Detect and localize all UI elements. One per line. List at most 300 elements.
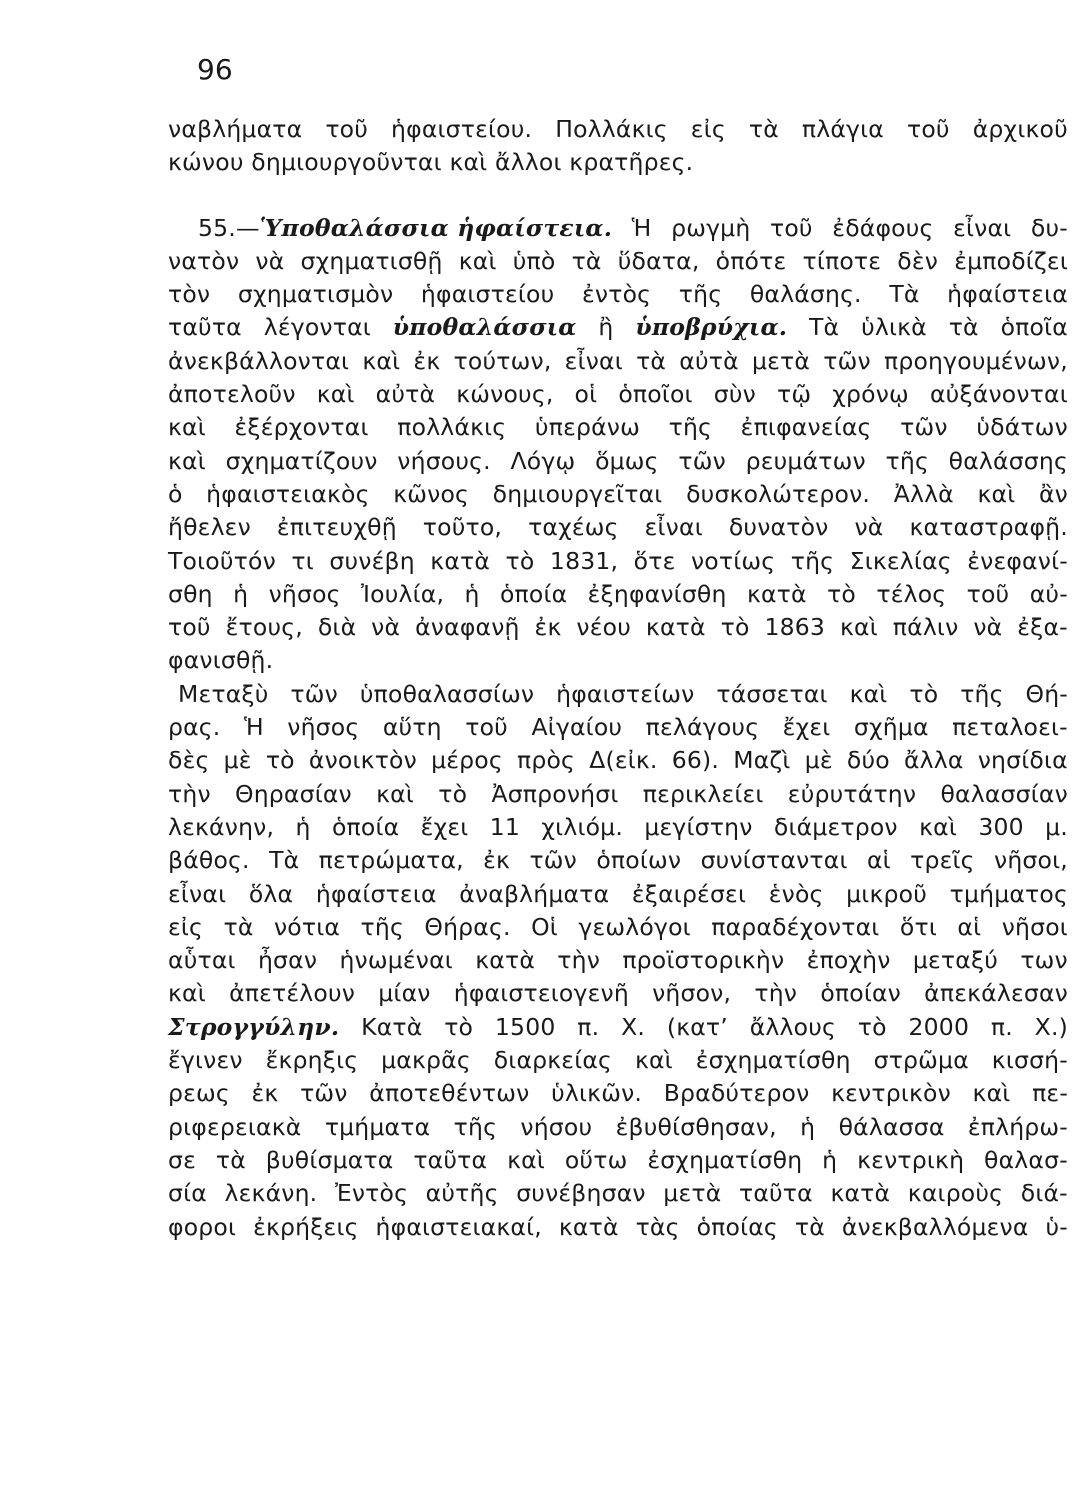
word: αὐ- [1029,579,1068,608]
word: (κατ’ [666,1012,728,1041]
word: 66). [671,746,720,775]
word: ὁ [168,479,183,508]
word: ἡνωμέναι [339,946,453,975]
word: εὐρυτάτην [787,779,917,808]
text-line [168,844,1068,877]
word: ἐκ [413,346,441,375]
word: ρας. [168,713,221,742]
word: νῆσον, [652,979,732,1008]
word: ἔτους, [225,613,303,642]
word: ἡφαιστειακαί, [375,1212,542,1241]
text-line [168,1211,1068,1244]
word: τὸ [265,746,295,775]
word: Τὰ [269,846,300,875]
text-line [168,611,1068,644]
word: ἀνεκβαλλόμενα [841,1212,1029,1241]
word: ταῦτα [168,313,242,342]
word: τῶν [900,413,948,442]
word: ἡφαιστείου [420,280,555,309]
word: ἐσχηματίσθη [647,1145,803,1174]
word: ἀνοικτὸν [308,746,417,775]
word: τὸν [168,280,211,309]
word: δὲς [168,746,210,775]
word: θαλάσης. [749,280,862,309]
text-line [168,878,1068,911]
word: πλάγια [801,115,884,143]
word: Δ(εἰκ. [589,746,658,775]
word: Χ.) [1034,1012,1068,1041]
word: 300 [978,812,1024,841]
word: Ἀσπρονήσι [491,779,619,808]
text-line [168,245,1068,278]
word: Θήρας. [424,912,511,941]
word: μίαν [378,979,431,1008]
word: τοῦ [770,213,813,242]
word: ὁποία [499,579,568,608]
word: ἐκρήξεις [253,1212,359,1241]
word: ἔκρηξις [265,1046,359,1075]
word: μὲ [804,746,833,775]
word: κώνους, [456,380,554,409]
word: ἐξα- [1017,613,1068,642]
word: ἔχει [782,713,831,742]
word: τοῦτο, [422,513,503,542]
word: ὅτι [899,912,937,941]
word: νὰ [371,613,401,642]
word: ἐκ [483,846,511,875]
word: αἱ [957,912,982,941]
word: ἐνεφανί- [967,546,1068,575]
word: ἀνεκβάλλονται [168,346,350,375]
section-heading [198,212,612,245]
word: Ἡ [243,713,264,742]
word: Τοιοῦτόν [168,546,276,575]
word: καὶ [634,1046,673,1075]
text-line [168,511,1068,544]
word: αὐτὰ [375,380,436,409]
word: τὸ [720,613,750,642]
word: ἐξηφανίσθη [587,579,727,608]
word: νοτίως [690,546,776,575]
word: τὸ [857,1012,887,1041]
word: ὅμως [595,446,659,475]
word: τέλος [876,579,947,608]
word: Λόγῳ [510,446,576,475]
word: ρωγμὴ [671,213,751,242]
text-line [168,778,1068,811]
word: λεκάνη. [224,1179,318,1208]
word: νῆσος [268,579,341,608]
word: τῶν [290,679,338,708]
word: μεταξύ [912,946,999,975]
word: ἡφαιστειογενῆ [453,979,629,1008]
word: κισσή- [991,1046,1068,1075]
body-text [168,113,1068,1244]
word: ριφερειακὰ [168,1112,302,1141]
word: εἶναι [564,346,623,375]
word: τῶν [823,346,871,375]
word: δὲν [897,246,939,275]
word: δύο [846,746,890,775]
word: ἐντὸς [582,280,652,309]
word: σὺν [713,380,756,409]
word: ναβλήματα [168,115,303,143]
word: Ἡ [631,213,652,242]
word: νήσους. [397,446,491,475]
word: διάμετρον [773,812,898,841]
word: αὐτὰ [679,346,739,375]
word: Σικελίας [849,546,952,575]
word: σία [168,1179,207,1208]
word: π. [577,1012,600,1041]
word: συνέβη [329,546,415,575]
word: πρὸς [517,746,576,775]
word: ἔχει [420,812,469,841]
text-line [168,1144,1068,1177]
word: εἶναι [168,879,227,908]
word: ἀποτελοῦν [168,380,296,409]
text-line [168,744,1068,777]
word: πεταλοει- [952,713,1068,742]
text-line [168,411,1068,444]
word: διαρκείας [493,1046,613,1075]
word: τοῦ [966,579,1010,608]
word: Ἀλλὰ [893,479,954,508]
word: αὐξάνονται [929,380,1068,409]
word: καὶ [839,613,878,642]
word: 11 [489,812,521,841]
word: ρεως [168,1079,230,1108]
word: Τὰ [808,313,840,342]
word: τὸ [438,779,468,808]
word: σχηματίζουν [225,446,378,475]
word: καὶ [977,479,1016,508]
word: Θηρασίαν [235,779,352,808]
word: Κατὰ [361,1012,423,1041]
word: μετὰ [752,346,811,375]
text-line [168,711,1068,744]
section-title: Ὑποθαλάσσια ἡφαίστεια. [259,213,613,242]
word: ἡ [295,812,311,841]
word: Οἱ [531,912,558,941]
word: συνίστανται [700,846,848,875]
word: ὁποῖα [1000,313,1068,342]
word: καταστραφῇ. [909,513,1068,542]
word: Μεταξὺ [178,679,269,708]
word: σχηματισμὸν [237,280,394,309]
word: μ. [1045,812,1068,841]
word: ἡ [822,1145,838,1174]
word: π. [990,1012,1013,1041]
page-number: 96 [197,53,233,86]
word: δυνατὸν [728,513,829,542]
word: τοῦ [465,713,508,742]
text-line [168,278,1068,311]
word: πελάγους [645,713,760,742]
word: τὸ [827,579,856,608]
word: Θή- [1025,679,1068,708]
word: καὶ [168,979,206,1008]
text-line [168,644,1068,677]
word: νῆσοι [1001,912,1068,941]
word: αἱ [866,846,891,875]
word: πάλιν [892,613,959,642]
word: ἡφαίστεια [947,280,1068,309]
word: ἄλλα [903,746,964,775]
text-line [168,1111,1068,1144]
word: χρόνῳ [832,380,909,409]
word: 2000 [908,1012,970,1041]
word: ὑδάτων [976,413,1068,442]
text-line [168,311,1068,344]
word: τοῦ [168,613,211,642]
word: τὰ [571,246,602,275]
word: εἰς [168,912,204,941]
word: 1863 [764,613,826,642]
word: ἐδάφους [832,213,934,242]
word: των [1020,946,1068,975]
word: ἐπιτευχθῇ [276,513,397,542]
word: τὰ [223,912,254,941]
word: μακρᾶς [381,1046,471,1075]
word: περικλείει [642,779,764,808]
word: θάλασσα [838,1112,945,1141]
word: αὐτῆς [425,1179,499,1208]
word: τῆς [678,280,723,309]
word: χιλιόμ. [541,812,623,841]
word: νησίδια [977,746,1068,775]
word: ὑ- [1045,1212,1068,1241]
word: προηγουμένων, [884,346,1068,375]
word: καὶ [376,779,415,808]
emphasized-term: ὑποβρύχια. [635,313,788,342]
word: συνέβησαν [516,1179,646,1208]
word: καὶ [458,246,497,275]
word: 1831, [549,546,619,575]
word: νὰ [255,246,285,275]
word: ὁποίαν [820,979,901,1008]
word: τῆς [360,912,404,941]
word: τὸ [505,546,535,575]
word: Πολλάκις [555,115,668,143]
word: διά- [1020,1179,1068,1208]
word: τῷ [776,380,812,409]
word: ὅλα [248,879,294,908]
word: ἢ [598,313,614,342]
text-line [168,1011,1068,1044]
text-line [168,545,1068,578]
word: ἀναφανῇ [415,613,520,642]
word: οὕτω [564,1145,628,1174]
word: ὕδατα, [617,246,700,275]
text-line [168,1077,1068,1110]
word: κατὰ [830,1179,891,1208]
word: ἡ [800,1112,816,1141]
word: κατὰ [645,613,706,642]
word: Ἰουλία, [361,579,445,608]
word: Αἰγαίου [531,713,623,742]
word: τῆς [885,446,929,475]
word: τὰ [794,1212,825,1241]
word: ἤθελεν [168,513,251,542]
text-line [168,977,1068,1010]
word: Ἐντὸς [334,1179,409,1208]
word: τίποτε [802,246,882,275]
section-number: 55.— [198,213,260,242]
word: ἐξέρχονται [234,413,369,442]
word: θαλασσίαν [940,779,1068,808]
word: μὲ [223,746,252,775]
word: τμήματα [324,1112,431,1141]
word: θαλάσσης [948,446,1068,475]
word: νατὸν [168,246,240,275]
word: τοῦ [325,115,369,143]
text-line [168,578,1068,611]
word: ὁποίων [596,846,682,875]
word: ἐξαιρέσει [631,879,747,908]
word: 1500 [494,1012,556,1041]
word: ὑποθαλασσίων [359,679,535,708]
word: τῆς [960,679,1004,708]
word: οἱ [574,380,598,409]
word: μετὰ [663,1179,722,1208]
word: τὰ [948,313,979,342]
word: ἡφαίστεια [315,879,437,908]
emphasized-term: Στρογγύλην. [168,1012,340,1041]
word: ὑλικὰ [861,313,927,342]
word: ἔγινεν [168,1046,243,1075]
word: τὰ [748,115,779,143]
paragraph-gap [168,180,1068,212]
word: εἶναι [953,213,1012,242]
word: πε- [1032,1079,1068,1108]
word: στρῶμα [873,1046,969,1075]
word: ἐπλήρω- [967,1112,1068,1141]
word: κατὰ [746,579,807,608]
word: καὶ [316,380,355,409]
word: δυ- [1030,213,1068,242]
word: κῶνος [393,479,470,508]
word: πολλάκις [397,413,507,442]
word: τῆς [453,1112,498,1141]
word: ἐσχηματίσθη [695,1046,851,1075]
text-line [168,678,1068,711]
text-line [168,1044,1068,1077]
word: τῶν [678,446,726,475]
word: ὁποία [331,812,400,841]
word: μικροῦ [846,879,927,908]
text-line [168,911,1068,944]
word: νὰ [973,613,1003,642]
text-line [168,811,1068,844]
word: τρεῖς [910,846,975,875]
word: ἐπιφανείας [740,413,872,442]
word: ἐκ [251,1079,279,1108]
text-line [168,345,1068,378]
word: σχῆμα [853,713,929,742]
text-line [168,1177,1068,1210]
word: καιροὺς [907,1179,1004,1208]
word: δυσκολώτερον. [686,479,871,508]
word: τούτων, [453,346,552,375]
word: βυθίσματα [265,1145,394,1174]
word: νὰ [854,513,884,542]
word: ἀναβλήματα [459,879,610,908]
word: Χ. [621,1012,646,1041]
word: τὰ [215,1145,246,1174]
word: καὶ [168,446,206,475]
word: τὸ [444,1012,474,1041]
text-line [168,113,1068,146]
word: καὶ [168,413,206,442]
word: σθη [168,579,213,608]
text-line [168,478,1068,511]
word: καὶ [972,1079,1011,1108]
word: γεωλόγοι [578,912,691,941]
text-line [168,445,1068,478]
word: ἄλλους [749,1012,837,1041]
word: τῆς [790,546,835,575]
emphasized-term: ὑποθαλάσσια [392,313,577,342]
word: τὰ [636,346,667,375]
word: νέου [576,613,632,642]
word: τὴν [754,979,798,1008]
word: ἀποτεθέντων [369,1079,530,1108]
word: κατὰ [430,546,491,575]
word: εἰς [690,115,726,143]
text-line [168,212,1068,245]
word: ἀπεκάλεσαν [924,979,1068,1008]
word: ὅτε [633,546,676,575]
word: ἑνὸς [768,879,824,908]
word: δημιουργεῖται [492,479,663,508]
line-text: φανισθῇ. [168,646,274,675]
word: αὕτη [382,713,442,742]
word: ἡ [464,579,480,608]
word: ἡφαιστείων [556,679,695,708]
word: τι [291,546,314,575]
word: ἐκ [534,613,562,642]
word: ὁπότε [715,246,787,275]
word: Μαζὶ [733,746,791,775]
word: ταῦτα [413,1145,488,1174]
word: προϊστορικὴν [622,946,785,975]
word: νήσου [520,1112,593,1141]
word: ρευμάτων [745,446,866,475]
word: εἶναι [644,513,703,542]
word: τὰς [635,1212,680,1241]
word: ὑπεράνω [534,413,640,442]
word: βάθος. [168,846,250,875]
word: νῆσος [287,713,360,742]
word: ἂν [1038,479,1068,508]
word: τὸ [909,679,939,708]
word: τῆς [668,413,713,442]
word: ἡ [233,579,249,608]
word: καὶ [507,1145,545,1174]
word: ὑλικῶν. [551,1079,643,1108]
word: φοροι [168,1212,237,1241]
text-line [168,146,1068,179]
word: παραδέχονται [711,912,880,941]
word: ἀρχικοῦ [972,115,1068,143]
word: ταχέως [528,513,619,542]
word: αὗται [168,946,236,975]
word: τάσσεται [716,679,828,708]
word: κατὰ [558,1212,619,1241]
word: ἦσαν [257,946,318,975]
word: λέγονται [263,313,371,342]
